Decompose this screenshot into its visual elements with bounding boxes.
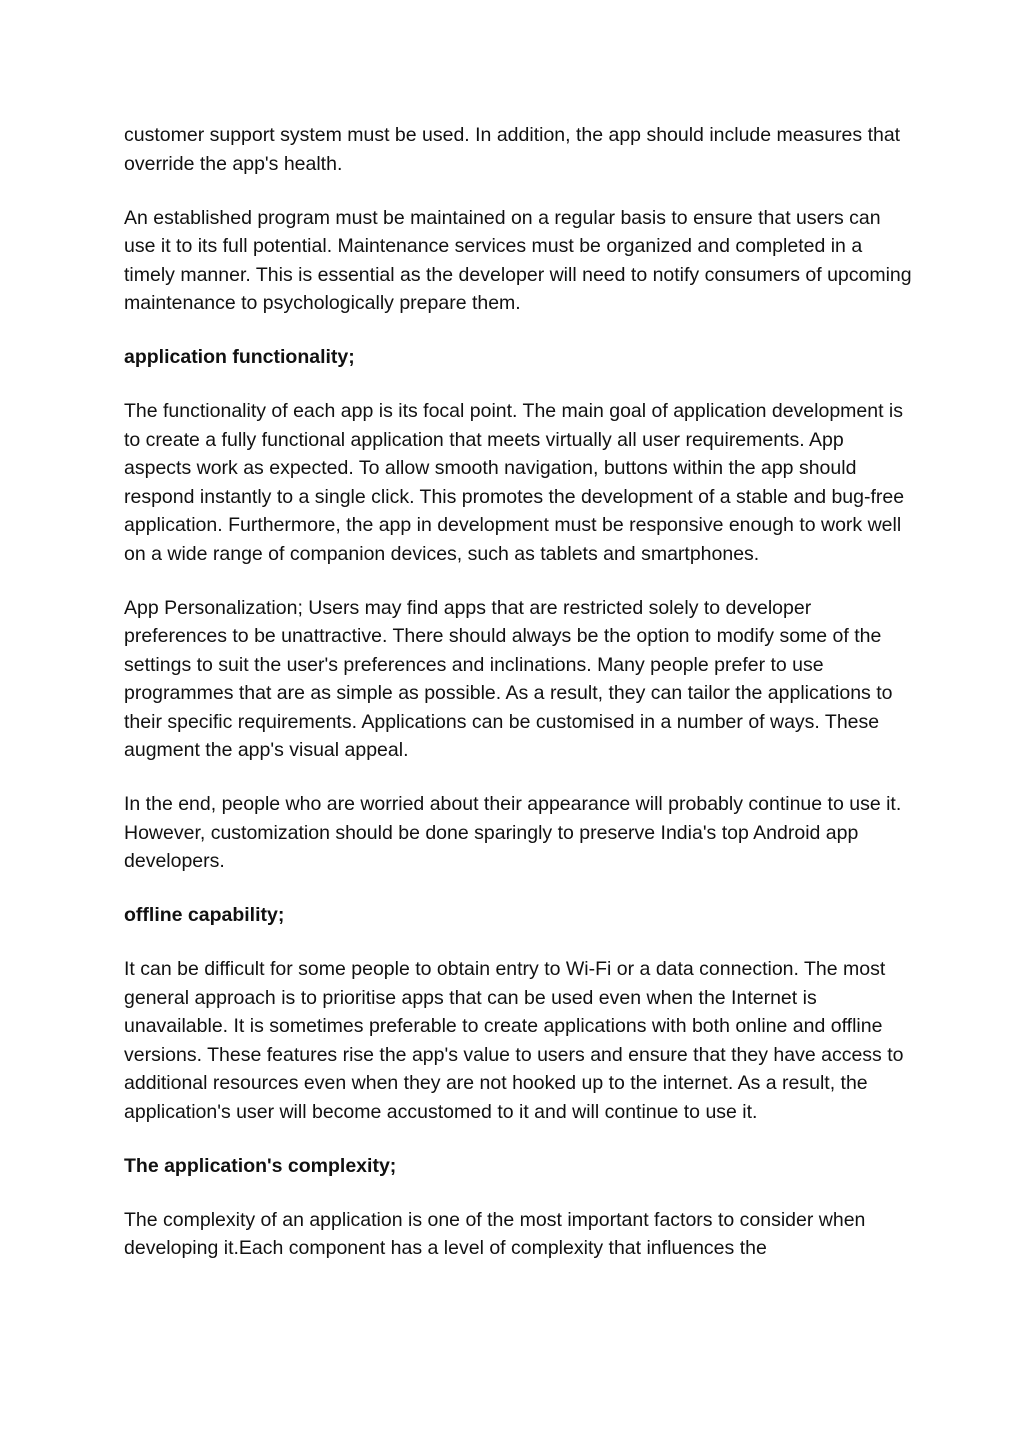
heading-application-complexity: The application's complexity; [124, 1154, 397, 1177]
paragraph-customer-support: customer support system must be used. In addition, the app should include measures that override the app's health. [124, 124, 901, 175]
paragraph-complexity: The complexity of an application is one of the most important factors to consider when developing it.Each component has a level of complexity that influences the [124, 1208, 866, 1259]
heading-offline-capability: offline capability; [124, 904, 285, 926]
paragraph-personalization: App Personalization; Users may find apps that are restricted solely to developer preferences to be unattractive. There should always be the option to modify some of the settings to suit the user's preferences and inclinations. Many people prefer to use programmes that are as simple as possible. As a result, they can tailor the applications to their specific requirements. Applications can be customised in a number of ways. These augment the app's visual appeal. [124, 596, 893, 761]
paragraph-appearance: In the end, people who are worried about their appearance will probably continue to use it. However, customization should be done sparingly to preserve India's top Android app developers. [124, 793, 902, 872]
paragraph-maintenance: An established program must be maintained on a regular basis to ensure that users can use it to its full potential. Maintenance services must be organized and completed in a timely manner. This is essential as the developer will need to notify consumers of upcoming maintenance to psychologically prepare them. [124, 206, 912, 314]
document-page [124, 121, 914, 1288]
paragraph-functionality: The functionality of each app is its focal point. The main goal of application development is to create a fully functional application that meets virtually all user requirements. App aspects work as expected. To allow smooth navigation, buttons within the app should respond instantly to a single click. This promotes the development of a stable and bug-free application. Furthermore, the app in development must be responsive enough to work well on a wide range of companion devices, such as tablets and smartphones. [124, 400, 905, 565]
paragraph-offline: It can be difficult for some people to obtain entry to Wi-Fi or a data connection. The most general approach is to prioritise apps that can be used even when the Internet is unavailable. It is sometimes preferable to create applications with both online and offline versions. These features rise the app's value to users and ensure that they have access to additional resources even when they are not hooked up to the internet. As a result, the application's user will become accustomed to it and will continue to use it. [124, 958, 904, 1123]
heading-application-functionality: application functionality; [124, 346, 355, 368]
